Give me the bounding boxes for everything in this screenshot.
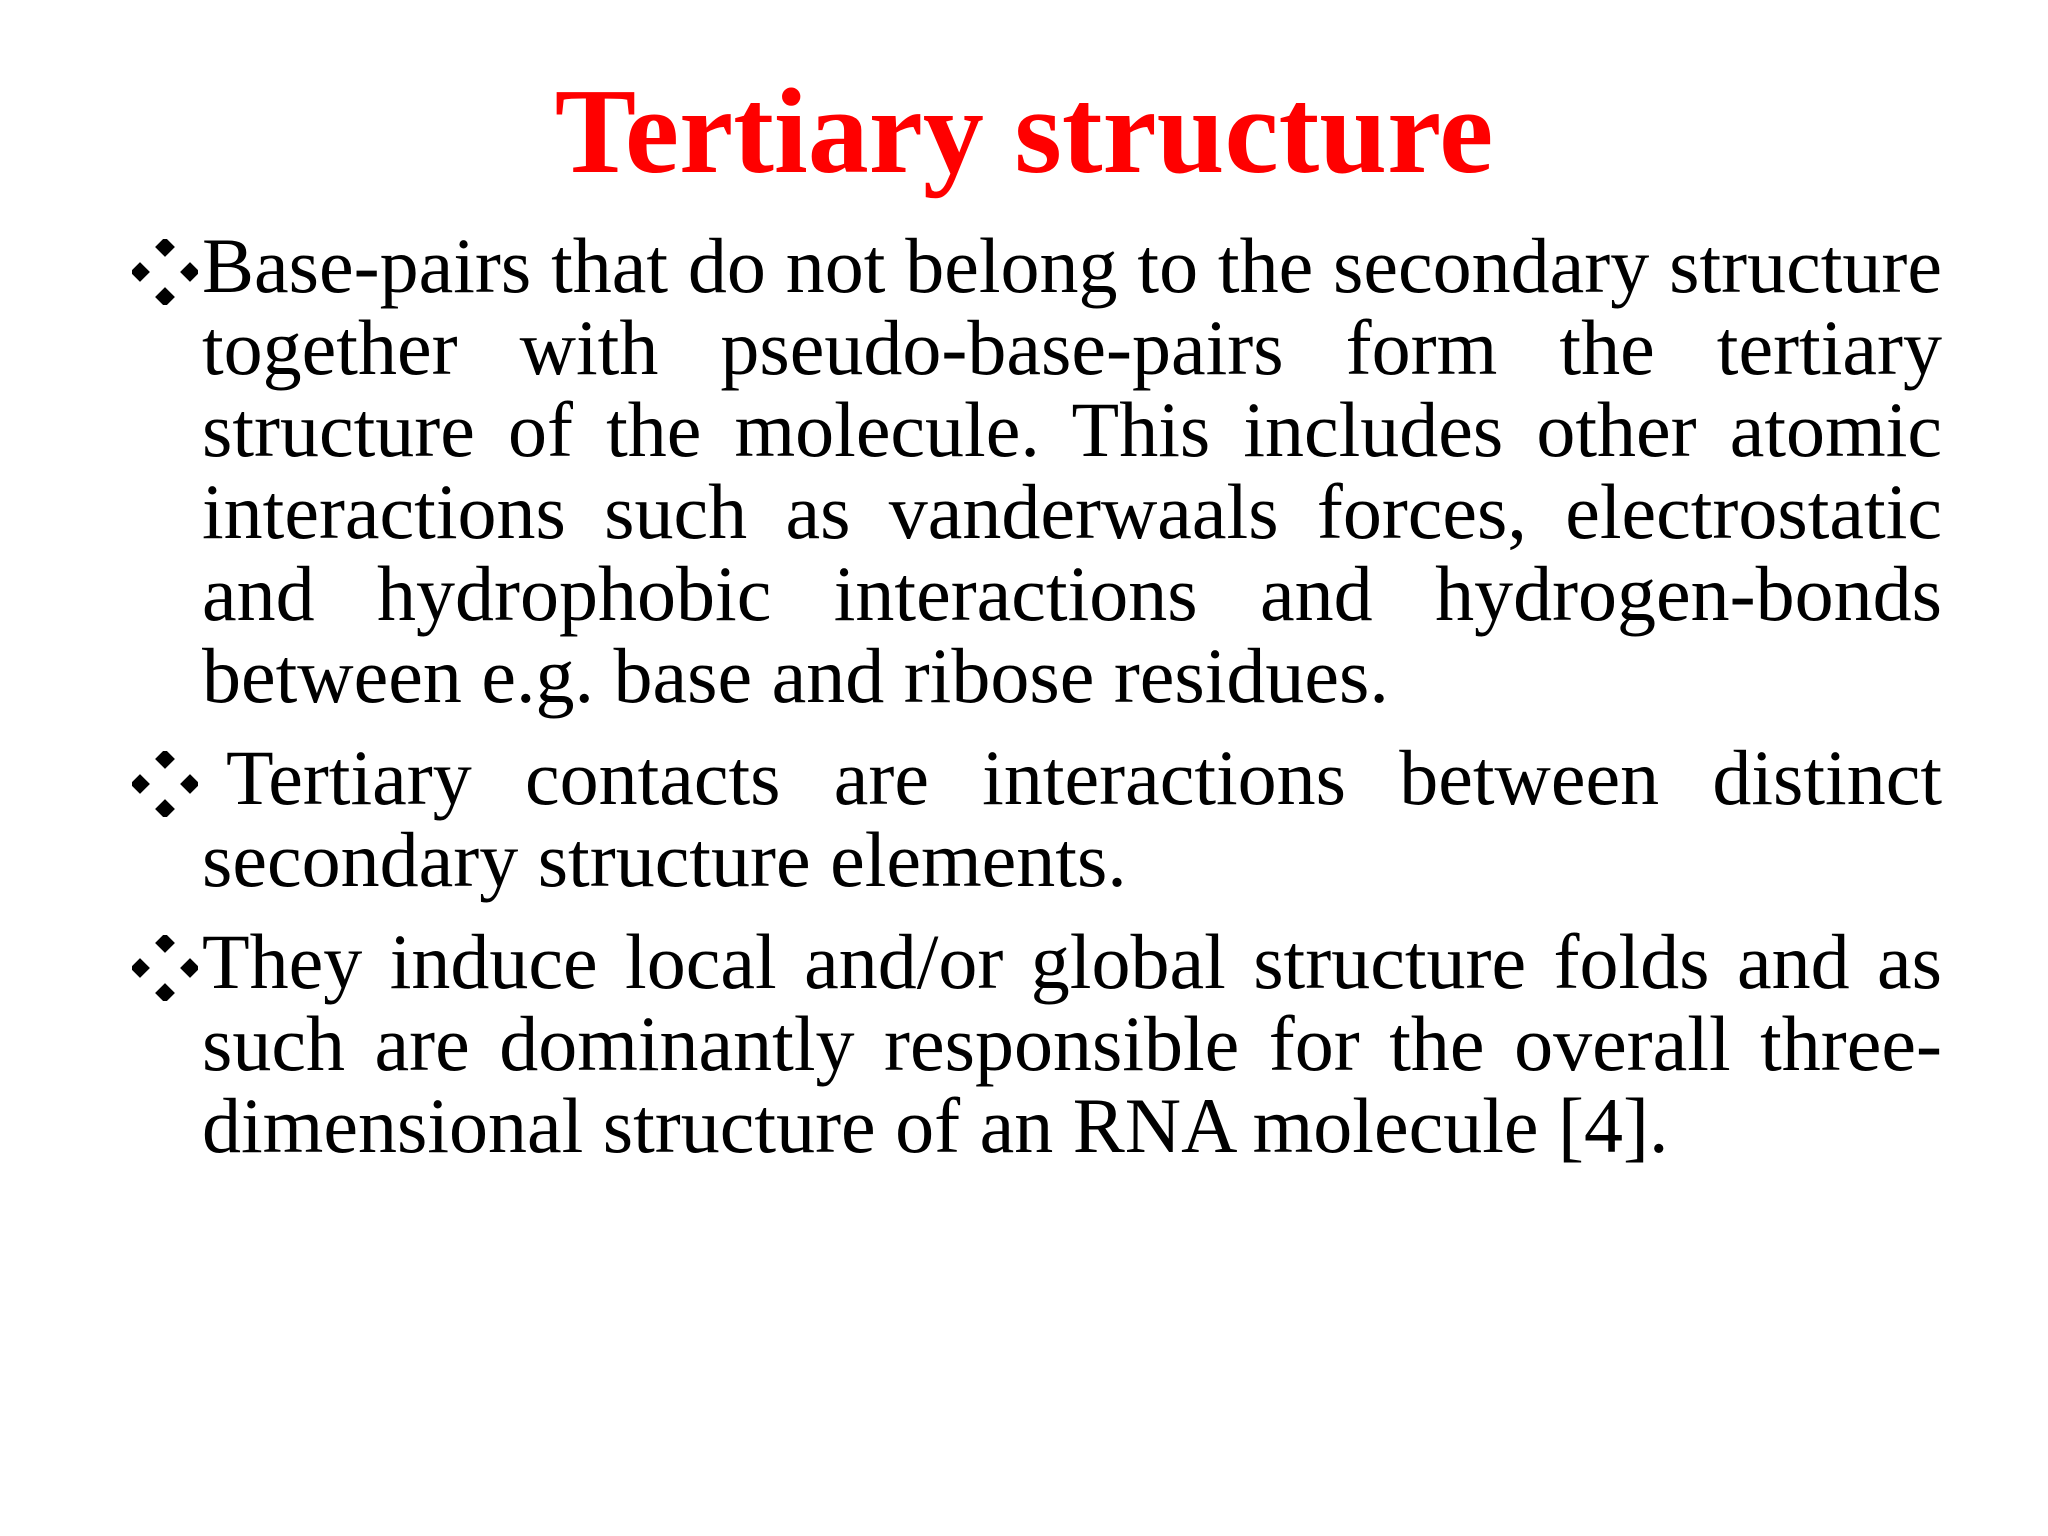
bullet-text: Tertiary contacts are interactions between distinct secondary structure elements.	[202, 734, 1942, 903]
bullet-item	[132, 734, 1942, 903]
diamond-cluster-icon	[132, 239, 198, 305]
bullet-item	[132, 918, 1942, 1169]
bullet-item	[132, 222, 1942, 719]
diamond-cluster-icon	[132, 935, 198, 1001]
bullet-text: They induce local and/or global structure folds and as such are dominantly responsible for the overall three-dimensional structure of an RNA molecule [4].	[202, 918, 1942, 1169]
diamond-cluster-icon	[132, 751, 198, 817]
bullet-text: Base-pairs that do not belong to the secondary structure together with pseudo-base-pairs form the tertiary structure of the molecule. This includes other atomic interactions such as vanderwaals forces, electrostatic and hydrophobic interactions and hydrogen-bonds between e.g. base and ribose residues.	[202, 222, 1942, 719]
bullet-list	[132, 222, 1942, 1187]
slide-title: Tertiary structure	[554, 64, 1494, 199]
